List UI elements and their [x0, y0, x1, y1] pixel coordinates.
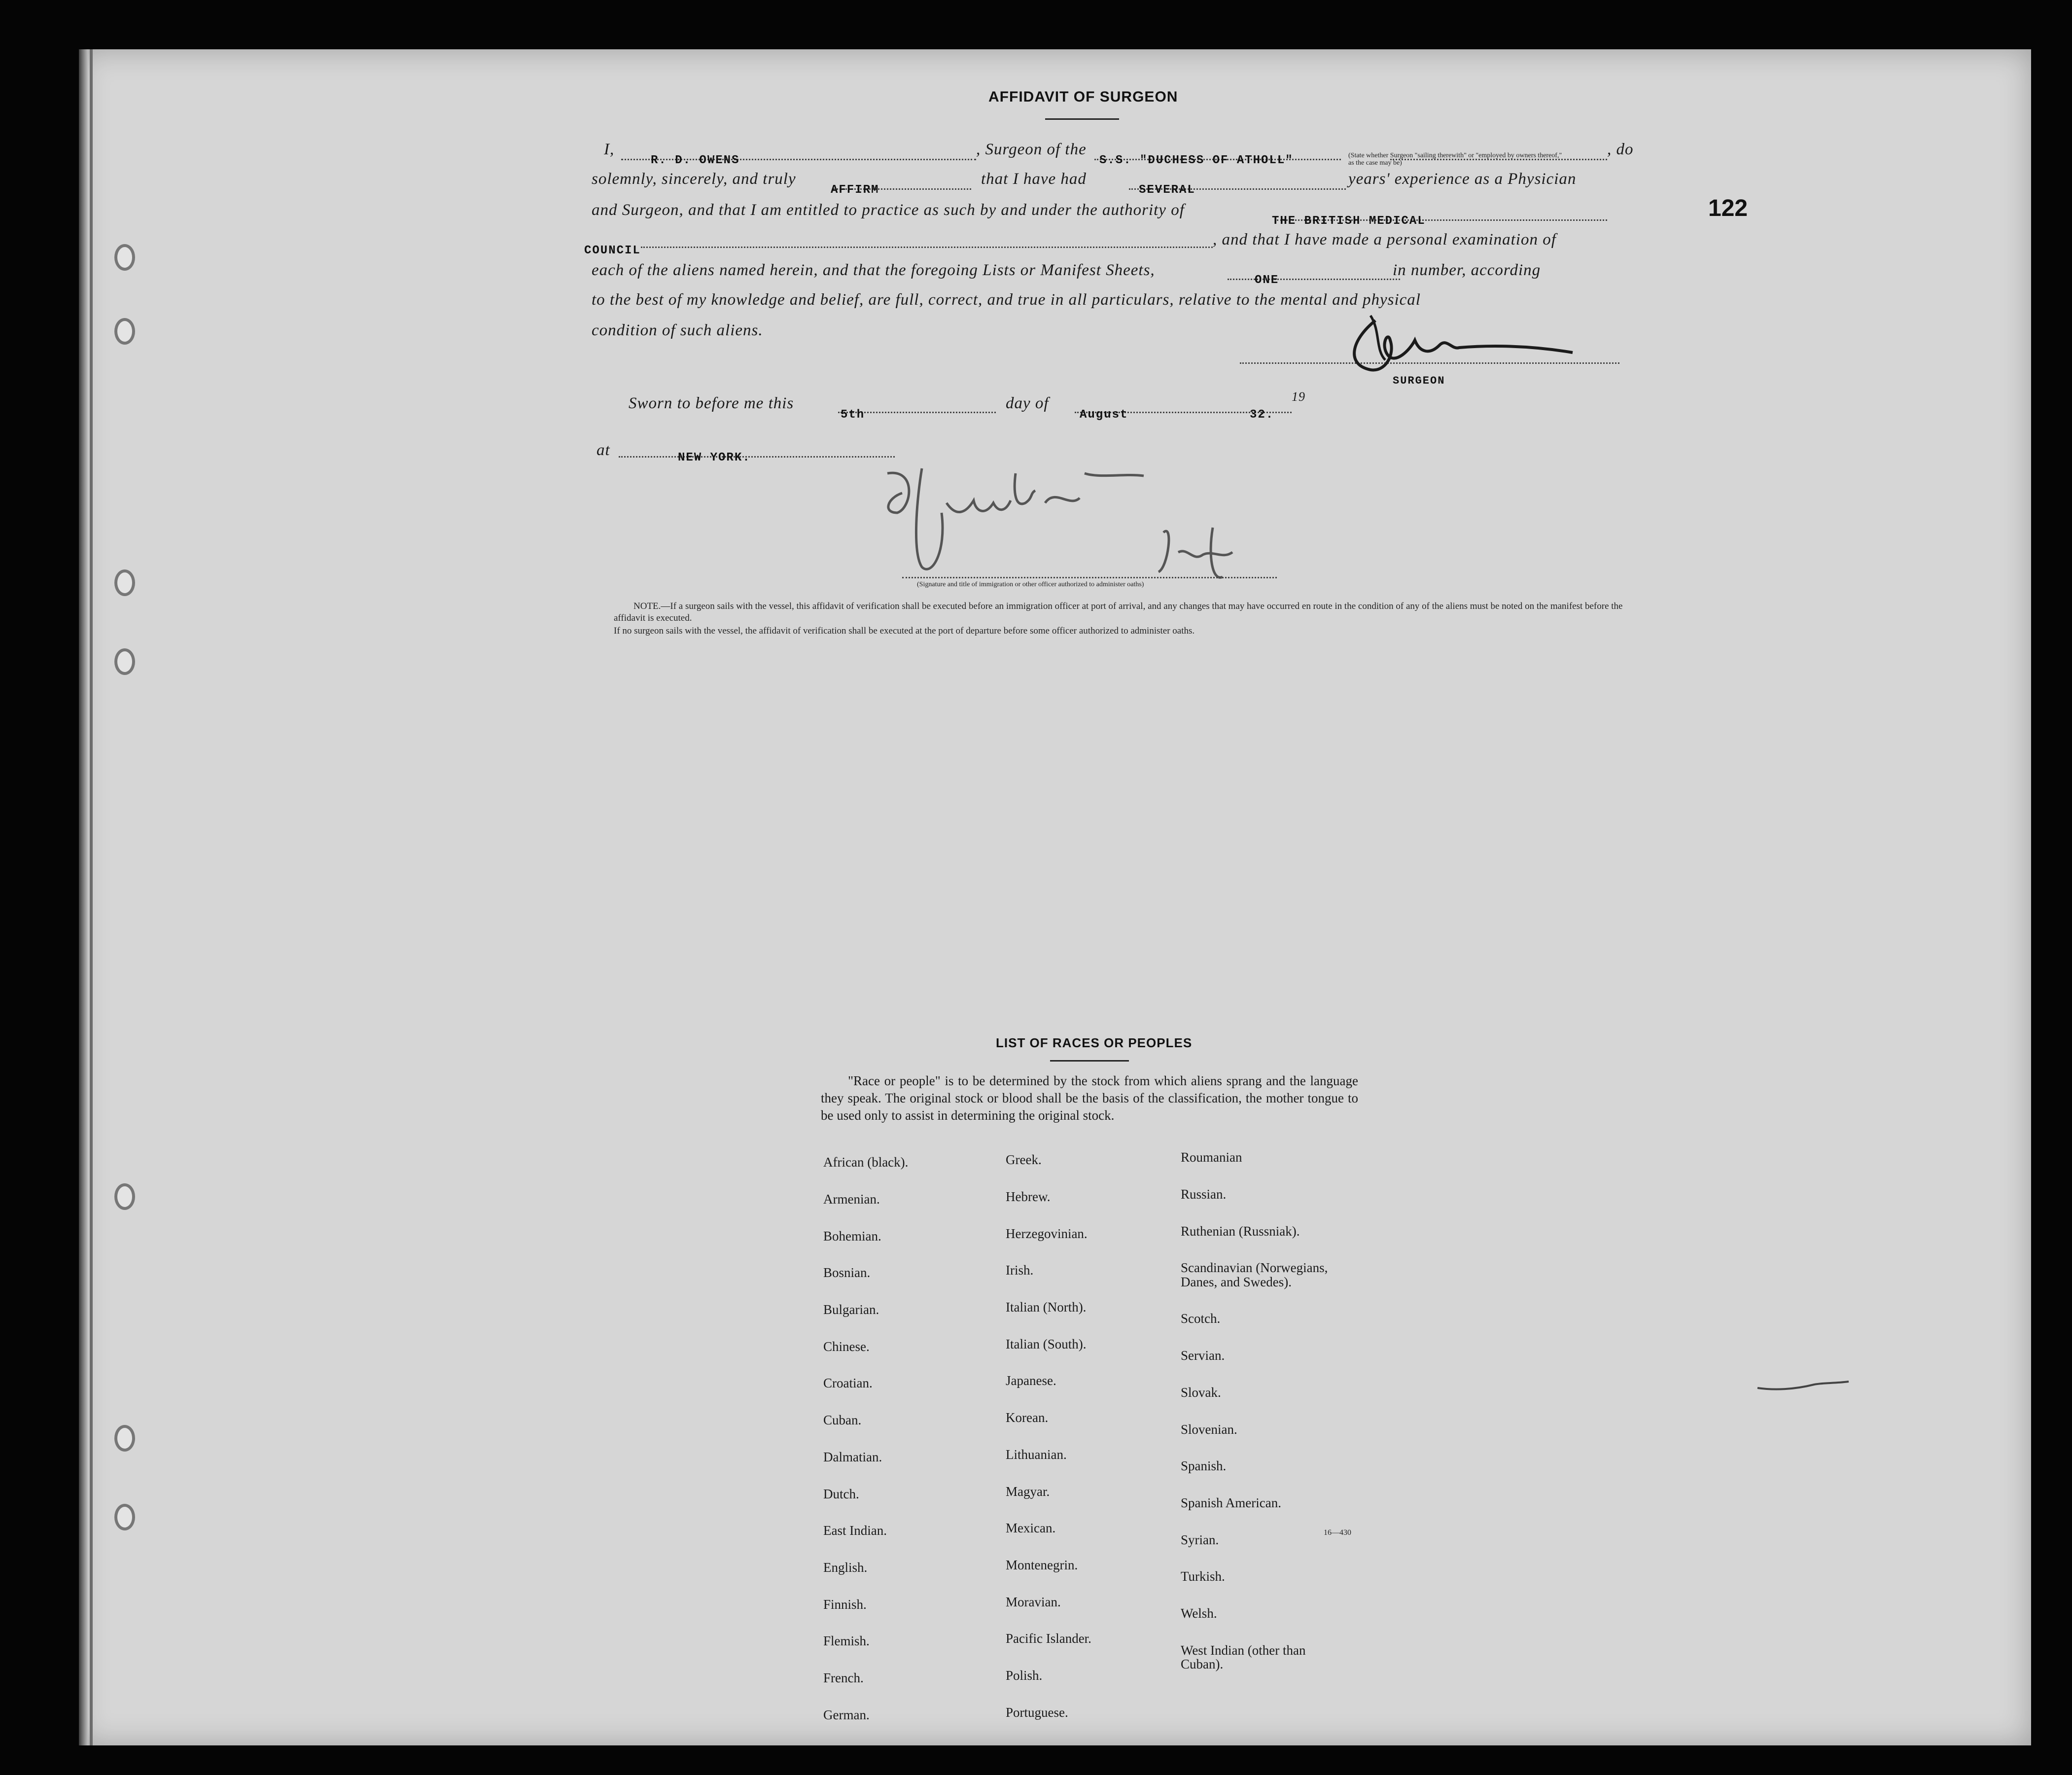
race-item: Spanish. — [1181, 1458, 1227, 1474]
affirm-word: AFFIRM — [831, 183, 879, 197]
race-item: Montenegrin. — [1006, 1557, 1078, 1572]
race-item: Chinese. — [823, 1339, 870, 1354]
race-item: Spanish American. — [1181, 1495, 1281, 1510]
fill-line — [1228, 279, 1400, 280]
race-item: Flemish. — [823, 1633, 870, 1649]
race-item: Bosnian. — [823, 1265, 871, 1280]
race-item: Finnish. — [823, 1597, 867, 1612]
race-item: West Indian (other than Cuban). — [1181, 1642, 1306, 1671]
page-number: 122 — [1708, 195, 1748, 221]
surgeon-name: R. D. OWENS — [651, 154, 740, 167]
affidavit-line-1-mid: , Surgeon of the — [976, 141, 1087, 158]
form-code: 16—430 — [1324, 1528, 1351, 1537]
sheet-binding-edge — [79, 49, 88, 1745]
race-item: Turkish. — [1181, 1569, 1225, 1584]
signature-line — [902, 577, 1277, 578]
punch-hole — [114, 1425, 135, 1452]
title-underline — [1045, 118, 1119, 120]
race-item: African (black). — [823, 1155, 909, 1170]
race-item: Mexican. — [1006, 1521, 1056, 1536]
year-prefix: 19 — [1292, 390, 1305, 404]
race-item: Italian (South). — [1006, 1336, 1087, 1351]
affidavit-line-3: and Surgeon, and that I am entitled to practice as such by and under the authority of — [592, 201, 1185, 219]
affidavit-line-1-start: I, — [604, 141, 615, 158]
surgeon-signature — [1341, 311, 1607, 380]
race-item: Bohemian. — [823, 1228, 881, 1243]
affidavit-line-5-start: each of the aliens named herein, and that the foregoing Lists or Manifest Sheets, — [592, 261, 1155, 279]
races-column-2 — [1006, 1139, 1091, 1742]
race-item: French. — [823, 1670, 864, 1685]
race-item: Servian. — [1181, 1348, 1225, 1363]
affidavit-line-4-end: , and that I have made a personal examination of — [1213, 231, 1556, 248]
affidavit-line-5-end: in number, according — [1393, 261, 1541, 279]
affidavit-line-2-start: solemnly, sincerely, and truly — [592, 170, 796, 188]
races-column-3 — [1181, 1136, 1328, 1694]
race-item: East Indian. — [823, 1523, 887, 1538]
note-2: If no surgeon sails with the vessel, the affidavit of verification shall be executed at the port of departure before some officer authorized to administer oaths. — [614, 626, 1195, 636]
ship-name: S.S. "DUCHESS OF ATHOLL" — [1099, 154, 1294, 167]
races-intro: "Race or people" is to be determined by the stock from which aliens sprang and the language they speak. The original stock or blood shall be the basis of the classification, the mother tongue to be used only to assist in determining the original stock. — [821, 1073, 1358, 1123]
race-item: Welsh. — [1181, 1605, 1217, 1621]
year-suffix: 32. — [1250, 408, 1274, 422]
sworn-month: August — [1080, 408, 1128, 422]
race-item: Roumanian — [1181, 1150, 1242, 1165]
race-item: Hebrew. — [1006, 1189, 1051, 1205]
affidavit-line-1-end: , do — [1607, 141, 1634, 158]
race-item: Moravian. — [1006, 1594, 1061, 1609]
manifest-sheet — [79, 49, 2031, 1745]
punch-hole — [114, 318, 135, 345]
race-item: Bulgarian. — [823, 1302, 879, 1317]
race-item: Dutch. — [823, 1486, 859, 1501]
race-item: Korean. — [1006, 1410, 1049, 1425]
races-title: LIST OF RACES OR PEOPLES — [996, 1035, 1193, 1050]
race-item: Syrian. — [1181, 1532, 1219, 1547]
race-item: Croatian. — [823, 1376, 873, 1391]
punch-hole — [114, 648, 135, 675]
affidavit-line-6: to the best of my knowledge and belief, are full, correct, and true in all particulars, relative to the mental and physical — [592, 291, 1421, 309]
race-item: Armenian. — [823, 1192, 880, 1207]
affidavit-line-7: condition of such aliens. — [592, 321, 763, 339]
officer-caption: (Signature and title of immigration or other officer authorized to administer oaths) — [917, 581, 1144, 588]
authority-line-2: COUNCIL — [584, 244, 641, 257]
punch-hole — [114, 1183, 135, 1210]
ship-note: (State whether Surgeon "sailing therewith" or "employed by owners thereof," as the case may be) — [1348, 152, 1562, 167]
race-item: Russian. — [1181, 1187, 1227, 1202]
race-item: Dalmatian. — [823, 1449, 882, 1464]
races-title-underline — [1050, 1060, 1129, 1062]
authority-line-1: THE BRITISH MEDICAL — [1272, 214, 1426, 228]
sworn-start: Sworn to before me this — [629, 394, 794, 412]
fill-line — [641, 247, 1213, 248]
races-column-1 — [823, 1141, 908, 1744]
race-item: Lithuanian. — [1006, 1447, 1067, 1462]
race-item: Slovak. — [1181, 1384, 1221, 1400]
race-item: Greek. — [1006, 1152, 1042, 1168]
race-item: Slovenian. — [1181, 1421, 1237, 1437]
punch-hole — [114, 569, 135, 596]
affidavit-line-2-end: years' experience as a Physician — [1348, 170, 1577, 188]
sheet-binding-stripe — [90, 49, 93, 1745]
punch-hole — [114, 244, 135, 271]
at-place: NEW YORK. — [678, 451, 751, 464]
race-item: Herzegovinian. — [1006, 1226, 1088, 1241]
race-item: Irish. — [1006, 1263, 1034, 1278]
race-item: German. — [823, 1707, 870, 1722]
race-item: Scandinavian (Norwegians, Danes, and Swedes). — [1181, 1260, 1328, 1289]
affidavit-title: AFFIDAVIT OF SURGEON — [988, 89, 1178, 105]
sworn-day: 5th — [841, 408, 865, 422]
fill-line — [1390, 159, 1607, 160]
race-item: Scotch. — [1181, 1311, 1221, 1326]
at-label: at — [597, 441, 610, 459]
punch-hole — [114, 1504, 135, 1530]
race-item: Portuguese. — [1006, 1704, 1068, 1720]
race-item: Polish. — [1006, 1668, 1043, 1683]
officer-signature — [868, 454, 1301, 592]
fill-line — [619, 456, 895, 458]
race-item: Ruthenian (Russniak). — [1181, 1223, 1300, 1239]
race-item: Italian (North). — [1006, 1300, 1087, 1315]
stray-pen-mark — [1755, 1376, 1854, 1395]
surgeon-label: SURGEON — [1393, 375, 1445, 387]
race-item: Magyar. — [1006, 1484, 1050, 1499]
sheet-count: ONE — [1255, 274, 1279, 287]
race-item: English. — [823, 1560, 868, 1575]
race-item: Cuban. — [823, 1413, 862, 1428]
note-1: NOTE.—If a surgeon sails with the vessel, this affidavit of verification shall be executed before an immigration officer at port of arrival, and any changes that may have occurred en route in the condition of any of the aliens must be noted on the manifest before the affidavit is executed. — [614, 601, 1623, 623]
day-of-label: day of — [1006, 394, 1049, 412]
years-experience: SEVERAL — [1139, 183, 1195, 197]
affidavit-line-2-mid: that I have had — [981, 170, 1087, 188]
race-item: Japanese. — [1006, 1373, 1056, 1388]
race-item: Pacific Islander. — [1006, 1631, 1091, 1646]
